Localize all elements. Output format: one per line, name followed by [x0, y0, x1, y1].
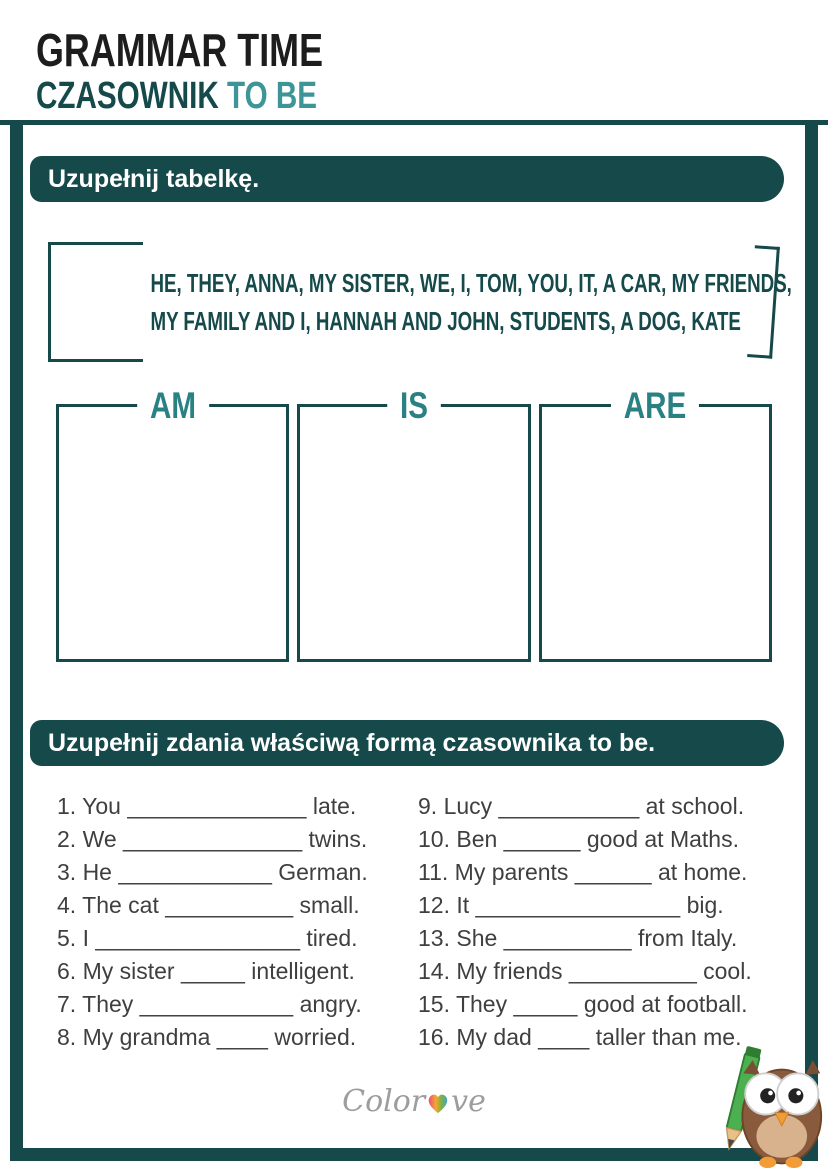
word-bank-line: HE, THEY, ANNA, MY SISTER, WE, I, TOM, YOU, IT, A CAR, MY FRIENDS,	[150, 267, 792, 298]
sorting-columns	[56, 385, 772, 662]
word-bank	[48, 240, 792, 364]
am-column-box	[56, 385, 289, 662]
sentence-item: 14. My friends __________ cool.	[418, 958, 752, 984]
are-column-label: ARE	[611, 387, 699, 424]
am-column-label: AM	[137, 387, 209, 424]
section1-banner	[30, 156, 784, 202]
owl-body	[742, 1060, 821, 1168]
sentence-item: 3. He ____________ German.	[57, 859, 368, 885]
logo-text-suffix: ve	[451, 1084, 486, 1119]
sentence-item: 5. I ________________ tired.	[57, 925, 358, 951]
is-column-box	[297, 385, 530, 662]
sentence-item: 16. My dad ____ taller than me.	[418, 1024, 742, 1050]
sentence-item: 11. My parents ______ at home.	[418, 859, 748, 885]
sentence-item: 15. They _____ good at football.	[418, 991, 748, 1017]
sentence-item: 4. The cat __________ small.	[57, 892, 360, 918]
section2-banner	[30, 720, 784, 766]
page-subtitle	[36, 76, 323, 118]
sentence-item: 2. We ______________ twins.	[57, 826, 368, 852]
sentence-item: 8. My grandma ____ worried.	[57, 1024, 357, 1050]
sentence-item: 7. They ____________ angry.	[57, 991, 362, 1017]
sentence-item: 12. It ________________ big.	[418, 892, 724, 918]
subtitle-dark: CZASOWNIK	[36, 75, 219, 118]
sentence-item: 1. You ______________ late.	[57, 793, 357, 819]
section1-banner-label: Uzupełnij tabelkę.	[48, 164, 260, 193]
is-column-label: IS	[387, 387, 441, 424]
sentence-item: 10. Ben ______ good at Maths.	[418, 826, 739, 852]
sentence-list-right	[418, 790, 792, 1054]
sentence-item: 9. Lucy ___________ at school.	[418, 793, 745, 819]
subtitle-light: TO BE	[227, 75, 318, 118]
owl-illustration	[702, 1030, 824, 1171]
sentence-list-left	[57, 790, 418, 1054]
sentence-item: 6. My sister _____ intelligent.	[57, 958, 355, 984]
header	[36, 26, 404, 118]
sentence-exercise	[57, 790, 792, 1054]
heart-icon	[427, 1093, 449, 1114]
sentence-item: 13. She __________ from Italy.	[418, 925, 738, 951]
page-title: GRAMMAR TIME	[36, 24, 324, 76]
word-bank-line: MY FAMILY AND I, HANNAH AND JOHN, STUDENTS, A DOG, KATE	[150, 306, 741, 336]
section2-banner-label: Uzupełnij zdania właściwą formą czasownika to be.	[48, 728, 656, 757]
are-column-box	[539, 385, 772, 662]
logo-text-prefix: Color	[342, 1084, 426, 1119]
